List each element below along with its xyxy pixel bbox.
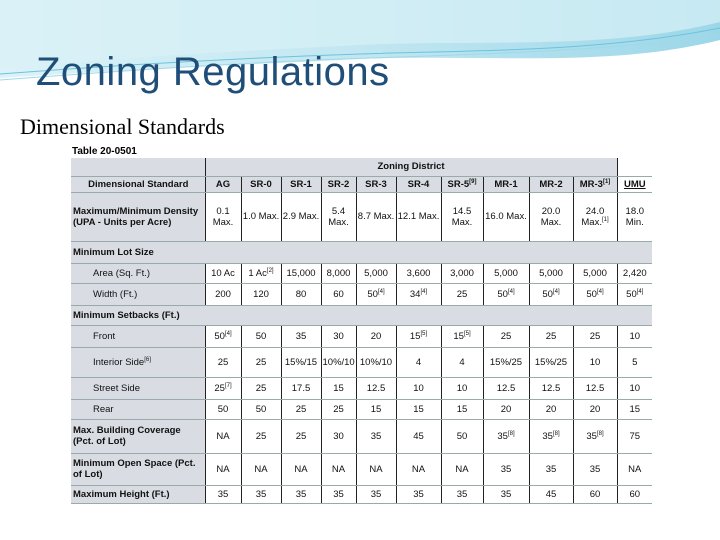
table-cell: 15 <box>356 399 396 419</box>
table-cell: Minimum Lot Size <box>71 241 652 263</box>
table-cell: 35 <box>321 485 356 503</box>
table-cell: NA <box>617 453 652 485</box>
table-row <box>71 192 652 241</box>
table-cell: 5,000 <box>356 263 396 283</box>
table-cell: 15%/25 <box>529 347 573 377</box>
table-cell: Interior Side[6] <box>71 347 205 377</box>
table-cell: 34[4] <box>396 283 441 305</box>
table-cell: 15[5] <box>441 325 483 347</box>
table-cell: 25 <box>241 347 281 377</box>
table-cell: 35 <box>396 485 441 503</box>
table-cell: Minimum Open Space (Pct. of Lot) <box>71 453 205 485</box>
table-row <box>71 263 652 283</box>
table-cell: 35 <box>529 453 573 485</box>
table-cell: 8,000 <box>321 263 356 283</box>
table-cell: Minimum Setbacks (Ft.) <box>71 305 652 325</box>
table-cell: 60 <box>321 283 356 305</box>
table-row <box>71 485 652 503</box>
table-cell: 45 <box>529 485 573 503</box>
table-cell: 75 <box>617 419 652 453</box>
table-row <box>71 347 652 377</box>
column-header-row <box>71 176 652 192</box>
table-cell: 5.4 Max. <box>321 192 356 241</box>
table-cell: 15[5] <box>396 325 441 347</box>
table-cell: 35 <box>441 485 483 503</box>
table-row <box>71 419 652 453</box>
table-cell: 10 <box>441 377 483 399</box>
table-cell: 25 <box>281 399 321 419</box>
table-cell: 120 <box>241 283 281 305</box>
table-cell: 25[7] <box>205 377 241 399</box>
table-cell: 2,420 <box>617 263 652 283</box>
table-cell: 5,000 <box>573 263 617 283</box>
table-cell: 35 <box>356 485 396 503</box>
table-cell: NA <box>321 453 356 485</box>
column-header: SR-5[9] <box>441 176 483 192</box>
table-row <box>71 325 652 347</box>
table-cell: 50 <box>241 399 281 419</box>
table-cell: NA <box>356 453 396 485</box>
table-cell: Area (Sq. Ft.) <box>71 263 205 283</box>
table-cell: NA <box>281 453 321 485</box>
table-cell: 60 <box>617 485 652 503</box>
table-cell: 50[4] <box>356 283 396 305</box>
table-cell: 10 <box>396 377 441 399</box>
table-cell: 15 <box>321 377 356 399</box>
table-cell: 200 <box>205 283 241 305</box>
table-cell: 35[8] <box>483 419 529 453</box>
table-cell: 50 <box>205 399 241 419</box>
table-cell: Street Side <box>71 377 205 399</box>
table-cell: 12.5 <box>573 377 617 399</box>
table-cell: 8.7 Max. <box>356 192 396 241</box>
section-row-min-lot-size <box>71 241 652 263</box>
table-cell: 25 <box>281 419 321 453</box>
table-cell: 3,600 <box>396 263 441 283</box>
table-cell: 15%/15 <box>281 347 321 377</box>
table-cell: Maximum Height (Ft.) <box>71 485 205 503</box>
table-cell: 25 <box>241 377 281 399</box>
table-row <box>71 283 652 305</box>
table-cell: 16.0 Max. <box>483 192 529 241</box>
table-cell: 12.5 <box>529 377 573 399</box>
table-cell: 35 <box>241 485 281 503</box>
column-header: MR-2 <box>529 176 573 192</box>
table-cell: 12.1 Max. <box>396 192 441 241</box>
table-cell: 1.0 Max. <box>241 192 281 241</box>
table-cell: 18.0 Min. <box>617 192 652 241</box>
table-cell: 20.0 Max. <box>529 192 573 241</box>
table-cell: NA <box>205 419 241 453</box>
table-row <box>71 399 652 419</box>
table-cell: 20 <box>483 399 529 419</box>
table-cell: NA <box>396 453 441 485</box>
group-header-row <box>71 158 652 176</box>
table-row <box>71 453 652 485</box>
table-cell: Maximum/Minimum Density (UPA - Units per Acre) <box>71 192 205 241</box>
table-caption: Table 20-0501 <box>72 146 137 157</box>
table-cell: 10%/10 <box>356 347 396 377</box>
table-cell: 25 <box>573 325 617 347</box>
table-row <box>71 377 652 399</box>
table-cell: 2.9 Max. <box>281 192 321 241</box>
section-row-min-setbacks <box>71 305 652 325</box>
table-cell: 3,000 <box>441 263 483 283</box>
table-cell: 50 <box>241 325 281 347</box>
table-cell: 24.0 Max.[1] <box>573 192 617 241</box>
table-cell: 25 <box>441 283 483 305</box>
table-cell: Width (Ft.) <box>71 283 205 305</box>
table-cell: 25 <box>241 419 281 453</box>
table-cell: 35[8] <box>529 419 573 453</box>
table-cell: 20 <box>573 399 617 419</box>
table-cell: 35 <box>356 419 396 453</box>
zoning-district-header: Zoning District <box>205 158 617 176</box>
table-cell: 1 Ac[2] <box>241 263 281 283</box>
table-cell: 17.5 <box>281 377 321 399</box>
table-cell: 50[4] <box>483 283 529 305</box>
table-cell: 12.5 <box>483 377 529 399</box>
table-cell: 14.5 Max. <box>441 192 483 241</box>
column-header: SR-3 <box>356 176 396 192</box>
column-header: SR-0 <box>241 176 281 192</box>
table-cell: 10 <box>617 325 652 347</box>
table-cell: 30 <box>321 419 356 453</box>
table-cell: 10 Ac <box>205 263 241 283</box>
table-cell: NA <box>241 453 281 485</box>
table-cell: 25 <box>529 325 573 347</box>
table-cell: 35 <box>483 453 529 485</box>
column-header: SR-4 <box>396 176 441 192</box>
dimensional-standards-table <box>71 158 652 504</box>
table-cell: 15,000 <box>281 263 321 283</box>
table-cell: 50 <box>441 419 483 453</box>
table-cell: 35 <box>483 485 529 503</box>
slide-title: Zoning Regulations <box>36 50 390 94</box>
table-cell: 15 <box>396 399 441 419</box>
table-cell: 30 <box>321 325 356 347</box>
table-cell: 50[4] <box>205 325 241 347</box>
table-cell: 35 <box>205 485 241 503</box>
table-cell: 25 <box>205 347 241 377</box>
table-cell: 15 <box>617 399 652 419</box>
table-cell: 20 <box>356 325 396 347</box>
table-cell: 10 <box>617 377 652 399</box>
table-cell: 35 <box>281 485 321 503</box>
table-cell: 5,000 <box>483 263 529 283</box>
column-header: AG <box>205 176 241 192</box>
table-cell: 15 <box>441 399 483 419</box>
column-header: SR-1 <box>281 176 321 192</box>
table-cell: 5 <box>617 347 652 377</box>
table-cell: 80 <box>281 283 321 305</box>
table-cell: 35[8] <box>573 419 617 453</box>
table-cell: 50[4] <box>617 283 652 305</box>
table-cell: 4 <box>441 347 483 377</box>
table-cell: 5,000 <box>529 263 573 283</box>
table-cell: 12.5 <box>356 377 396 399</box>
column-header: MR-1 <box>483 176 529 192</box>
table-cell: 15%/25 <box>483 347 529 377</box>
table-cell: 0.1 Max. <box>205 192 241 241</box>
corner-header: Dimensional Standard <box>71 176 205 192</box>
table-cell: 45 <box>396 419 441 453</box>
table-cell: 25 <box>321 399 356 419</box>
table-cell: 35 <box>573 453 617 485</box>
table-cell: NA <box>441 453 483 485</box>
slide-subtitle: Dimensional Standards <box>20 114 225 139</box>
table-cell: 10 <box>573 347 617 377</box>
table-cell: 50[4] <box>573 283 617 305</box>
table-cell: 25 <box>483 325 529 347</box>
table-cell: 35 <box>281 325 321 347</box>
column-header: UMU <box>617 176 652 192</box>
table-cell: NA <box>205 453 241 485</box>
table-cell: Max. Building Coverage (Pct. of Lot) <box>71 419 205 453</box>
column-header: MR-3[1] <box>573 176 617 192</box>
table-cell: Rear <box>71 399 205 419</box>
table-cell: 10%/10 <box>321 347 356 377</box>
table-cell: Front <box>71 325 205 347</box>
table-cell: 60 <box>573 485 617 503</box>
table-cell: 4 <box>396 347 441 377</box>
column-header: SR-2 <box>321 176 356 192</box>
table-cell: 50[4] <box>529 283 573 305</box>
table-cell: 20 <box>529 399 573 419</box>
